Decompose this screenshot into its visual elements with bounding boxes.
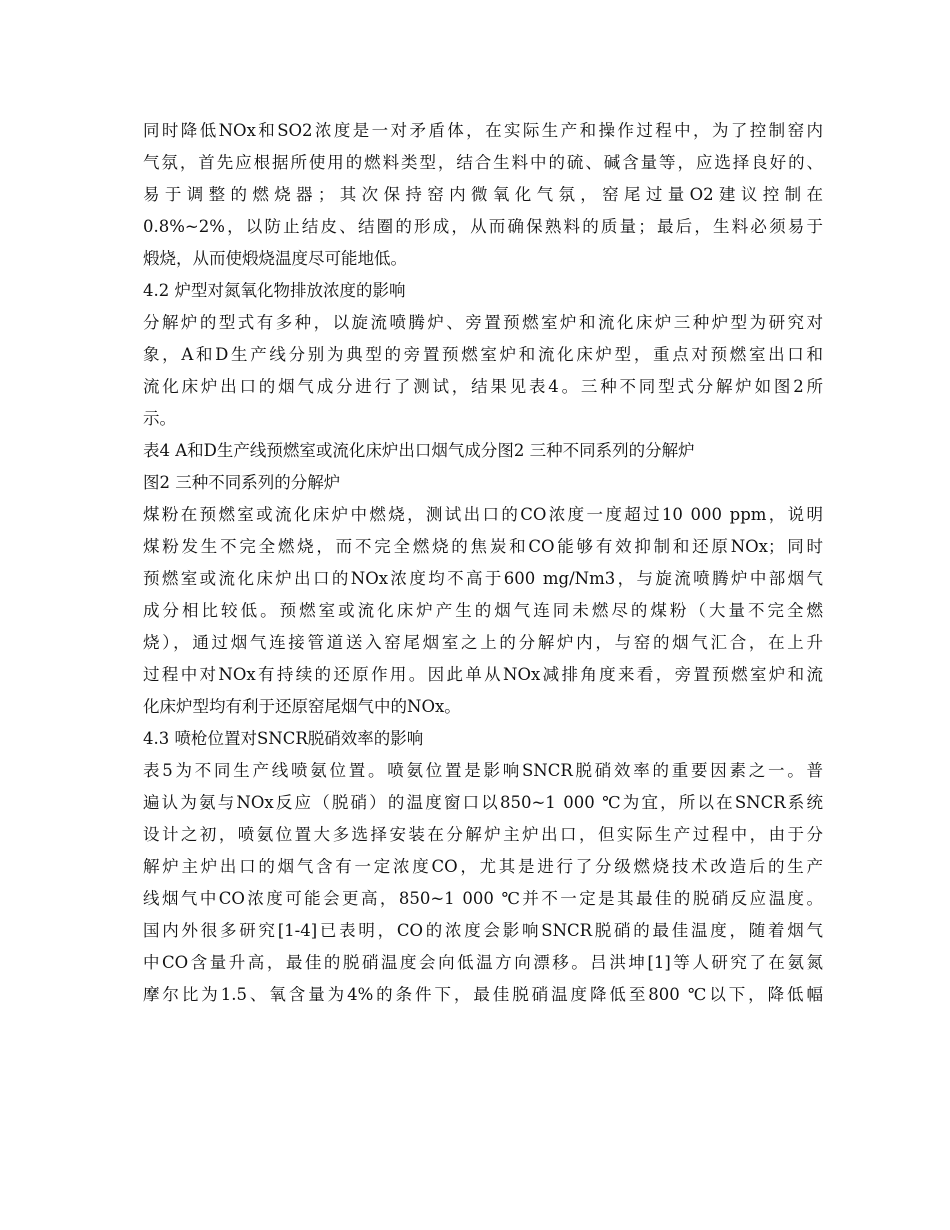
text-line: 同时降低NOx和SO2浓度是一对矛盾体，在实际生产和操作过程中，为了控制窑内 <box>143 121 823 140</box>
text-line: 国内外很多研究[1-4]已表明，CO的浓度会影响SNCR脱硝的最佳温度，随着烟气 <box>143 921 823 940</box>
text-line: 象，A和D生产线分别为典型的旁置预燃室炉和流化床炉型，重点对预燃室出口和 <box>143 345 823 364</box>
text-line: 0.8%~2%，以防止结皮、结圈的形成，从而确保熟料的质量；最后，生料必须易于 <box>143 217 823 236</box>
text-line: 中CO含量升高，最佳的脱硝温度会向低温方向漂移。吕洪坤[1]等人研究了在氨氮 <box>143 953 823 972</box>
text-line: 解炉主炉出口的烟气含有一定浓度CO，尤其是进行了分级燃烧技术改造后的生产 <box>143 857 823 876</box>
text-line: 线烟气中CO浓度可能会更高，850~1 000 ℃并不一定是其最佳的脱硝反应温度。 <box>143 889 823 908</box>
text-line: 成分相比较低。预燃室或流化床炉产生的烟气连同未燃尽的煤粉（大量不完全燃 <box>143 601 823 620</box>
text-line: 烧），通过烟气连接管道送入窑尾烟室之上的分解炉内，与窑的烟气汇合，在上升 <box>143 633 823 652</box>
text-line: 煅烧，从而使煅烧温度尽可能地低。 <box>143 249 407 268</box>
text-line: 气氛，首先应根据所使用的燃料类型，结合生料中的硫、碱含量等，应选择良好的、 <box>143 153 823 172</box>
text-line: 摩尔比为1.5、氧含量为4%的条件下，最佳脱硝温度降低至800 ℃以下，降低幅 <box>143 985 823 1004</box>
text-line: 过程中对NOx有持续的还原作用。因此单从NOx减排角度来看，旁置预燃室炉和流 <box>143 665 823 684</box>
text-line: 流化床炉出口的烟气成分进行了测试，结果见表4。三种不同型式分解炉如图2所 <box>143 377 823 396</box>
text-line: 煤粉在预燃室或流化床炉中燃烧，测试出口的CO浓度一度超过10 000 ppm，说明 <box>143 505 823 524</box>
section-heading: 4.3 喷枪位置对SNCR脱硝效率的影响 <box>143 729 424 748</box>
figure-caption: 图2 三种不同系列的分解炉 <box>143 473 341 492</box>
text-line: 示。 <box>143 409 176 428</box>
text-line: 设计之初，喷氨位置大多选择安装在分解炉主炉出口，但实际生产过程中，由于分 <box>143 825 823 844</box>
text-line: 遍认为氨与NOx反应（脱硝）的温度窗口以850~1 000 ℃为宜，所以在SNCR系统 <box>143 793 823 812</box>
section-heading: 4.2 炉型对氮氧化物排放浓度的影响 <box>143 281 406 300</box>
document-body <box>143 115 823 1011</box>
text-line: 易于调整的燃烧器；其次保持窑内微氧化气氛，窑尾过量O2建议控制在 <box>143 185 823 204</box>
text-line: 化床炉型均有利于还原窑尾烟气中的NOx。 <box>143 697 461 716</box>
text-line: 表5为不同生产线喷氨位置。喷氨位置是影响SNCR脱硝效率的重要因素之一。普 <box>143 761 823 780</box>
text-line: 预燃室或流化床炉出口的NOx浓度均不高于600 mg/Nm3，与旋流喷腾炉中部烟气 <box>143 569 823 588</box>
text-line: 分解炉的型式有多种，以旋流喷腾炉、旁置预燃室炉和流化床炉三种炉型为研究对 <box>143 313 823 332</box>
text-line: 煤粉发生不完全燃烧，而不完全燃烧的焦炭和CO能够有效抑制和还原NOx；同时 <box>143 537 823 556</box>
table-caption: 表4 A和D生产线预燃室或流化床炉出口烟气成分图2 三种不同系列的分解炉 <box>143 441 695 460</box>
